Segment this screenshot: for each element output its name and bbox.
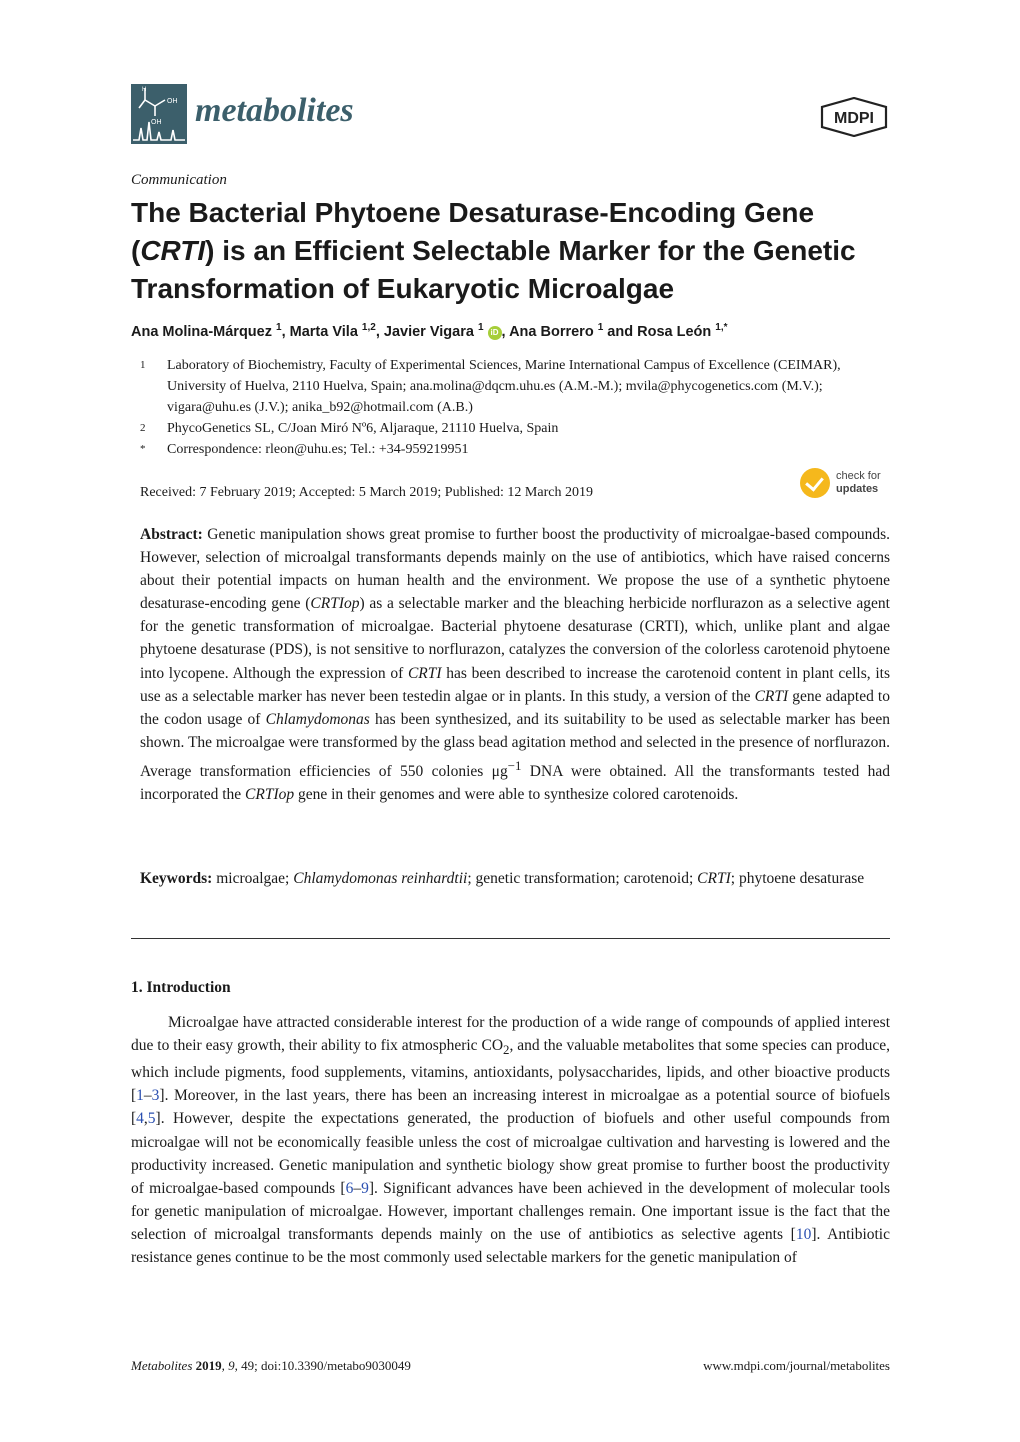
journal-url-link[interactable]: www.mdpi.com/journal/metabolites [703,1358,890,1373]
author-affil: 1,* [715,322,728,333]
author-affil: 1 [276,322,282,333]
author-name[interactable]: Rosa León [637,323,712,340]
logo-label-h: H [142,87,147,93]
author-list: Ana Molina-Márquez $^1$, Marta Vila $^{1,2}$, Javier Vigara $^1$ iD , Ana Borrero $^1$ and Rosa León $^{1,*}$ [131,322,728,340]
abstract: Abstract: Genetic manipulation shows great promise to further boost the productivity of microalgae-based compounds. However, selection of microalgal transformants depends mainly on the use of antibiotics, which have raised concerns about their potential impacts on human health and the environment. We propose the use of a synthetic phytoene desaturase-encoding gene (CRTIop) as a selectable marker and the bleaching herbicide norflurazon as a selective agent for the genetic transformation of microalgae. Bacterial phytoene desaturase (CRTI), which, unlike plant and algae phytoene desaturase (PDS), is not sensitive to norflurazon, catalyzes the conversion of the colorless carotenoid phytoene into lycopene. Although the expression of CRTI has been described to increase the carotenoid content in plant cells, its use as a selectable marker has never been testedin algae or in plants. In this study, a version of the CRTI gene adapted to the codon usage of Chlamydomonas has been synthesized, and its suitability to be used as selectable marker has been shown. The microalgae were transformed by the glass bead agitation method and selected in the presence of norflurazon. Average transformation efficiencies of 550 colonies $\mu g^{-1}$ DNA were obtained. All the transformants tested had incorporated the CRTIop gene in their genomes and were able to synthesize colored carotenoids. [140,526,890,804]
citation-link[interactable]: 6 [345,1179,354,1197]
title-part-2: ) is an Efficient Selectable Marker for the Genetic Transformation of Eukaryotic Microalgae [131,235,856,304]
check-updates-label-2: updates [836,483,879,495]
citation-footer: Metabolites 2019, 9, 49; doi:10.3390/metabo9030049 [131,1358,411,1373]
author-affil: 1,2 [361,322,376,333]
orcid-icon[interactable]: iD [488,326,502,340]
logo-label-oh-2: OH [151,119,162,126]
logo-label-oh-1: OH [167,98,178,105]
keywords: Keywords: microalgae; Chlamydomonas reinhardtii; genetic transformation; carotenoid; CRTI; phytoene desaturase [140,870,865,887]
citation-link[interactable]: 9 [361,1179,369,1197]
citation-link[interactable]: 3 [151,1087,160,1105]
citation-link[interactable]: 4 [136,1110,144,1128]
introduction-paragraph: Microalgae have attracted considerable interest for the production of a wide range of compounds of applied interest due to their easy growth, their ability to fix atmospheric $CO_2$, and the valuable metabolites that some species can produce, which include pigments, food supplements, vitamins, antioxidants, polysaccharides, lipids, and other bioactive products [1–3]. Moreover, in the last years, there has been an increasing interest in microalgae as a potential source of biofuels [4,5]. However, despite the expectations generated, the production of biofuels and other useful compounds from microalgae will not be economically feasible unless the cost of microalgae cultivation and harvesting is lowered and the productivity increased. Genetic manipulation and synthetic biology show great promise to further boost the productivity of microalgae-based compounds [6–9]. Significant advances have been achieved in the development of molecular tools for genetic manipulation of microalgae. However, important challenges remain. One important issue is the fact that the selection of microalgal transformants depends mainly on the use of antibiotics as selective agents [10]. Antibiotic resistance genes continue to be the most commonly used selectable markers for the genetic manipulation of [131,1014,891,1267]
check-for-updates-button[interactable] [800,468,892,502]
citation-link[interactable]: 1 [136,1087,144,1105]
author-affil: 1 [597,322,604,333]
publisher-logo[interactable] [820,97,888,137]
journal-logo [131,84,187,144]
author-name[interactable]: Ana Molina-Márquez [131,323,272,340]
affiliation-mark: 1 [140,359,146,371]
author-affil: 1 [477,322,484,333]
article-type: Communication [131,172,227,188]
check-updates-label-1: check for [836,470,881,482]
affiliation-text: Laboratory of Biochemistry, Faculty of Experimental Sciences, Marine International Campus of Excellence (CEIMAR), University of Huelva, 2110 Huelva, Spain; ana.molina@dqcm.uhu.es (A.M.-M.); mvila@phycogenetics.com (M.V.); vigara@uhu.es (J.V.); anika_b92@hotmail.com (A.B.) [167,358,841,415]
affiliation-text: Correspondence: rleon@uhu.es; Tel.: +34-959219951 [167,442,469,457]
affiliation-mark: 2 [140,422,146,434]
publisher-name: MDPI [834,110,874,127]
title-gene: CRTI [140,235,206,266]
publication-dates: Received: 7 February 2019; Accepted: 5 March 2019; Published: 12 March 2019 [140,485,593,500]
author-name[interactable]: Marta Vila [289,323,358,340]
citation-link[interactable]: 5 [147,1110,156,1128]
title-part-1: The Bacterial Phytoene Desaturase-Encoding Gene ( [131,197,815,266]
author-name[interactable]: Javier Vigara [383,323,474,340]
section-heading: 1. Introduction [131,979,231,996]
affiliation-mark: * [140,443,146,455]
section-divider [131,938,890,939]
abstract-label: Abstract: [140,526,203,543]
checkmark-icon [800,468,830,498]
citation-link[interactable]: 10 [795,1225,812,1243]
affiliation-text: PhycoGenetics SL, C/Joan Miró Nº6, Aljaraque, 21110 Huelva, Spain [167,421,559,436]
journal-name[interactable]: metabolites [195,92,354,129]
keywords-label: Keywords: [140,870,213,887]
article-title [131,194,891,308]
author-name[interactable]: Ana Borrero [509,323,594,340]
